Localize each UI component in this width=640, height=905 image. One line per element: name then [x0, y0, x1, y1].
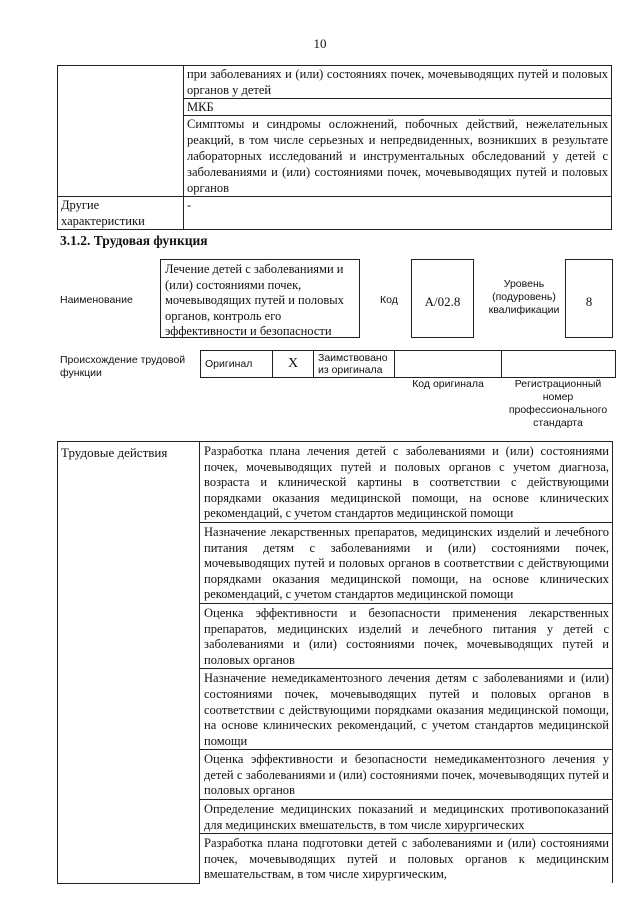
level-label: Уровень (подуровень) квалификации: [488, 278, 560, 316]
function-name-box: Лечение детей с заболеваниями и (или) состояниями почек, мочевыводящих путей и половых органов, контроль его эффективности и безопасности: [160, 259, 360, 338]
table-row: [58, 442, 613, 523]
code-label: Код: [380, 294, 398, 306]
code-original-caption: Код оригинала: [412, 378, 484, 390]
table-cell: Симптомы и синдромы осложнений, побочных действий, нежелательных реакций, в том числе серьезных и непредвиденных, возникших в результате лабораторных исследований и инструментальных обследований у детей с заболеваниями и (или) состояниями почек, мочевыводящих путей и половых органов: [184, 116, 612, 197]
table-cell: при заболеваниях и (или) состояниях почек, мочевыводящих путей и половых органов у детей: [184, 66, 612, 99]
table-row: [58, 197, 612, 230]
registration-number-cell: [502, 351, 616, 378]
labor-action-item: Назначение лекарственных препаратов, медицинских изделий и лечебного питания детям с заболеваниями и (или) состояниями почек, мочевыводящих путей и половых органов в соответствии с действующими порядками оказания медицинской помощи, на основе клинических рекомендаций, с учетом стандартов медицинской помощи: [200, 522, 613, 603]
labor-action-item: Разработка плана лечения детей с заболеваниями и (или) состояниями почек, мочевыводящих путей и половых органов с учетом диагноза, возраста и клинической картины в соответствии с действующими порядками оказания медицинской помощи, на основе клинических рекомендаций, с учетом стандартов медицинской помощи: [200, 442, 613, 523]
table-cell: МКБ: [184, 99, 612, 116]
other-characteristics-value: -: [184, 197, 612, 230]
labor-action-item: Определение медицинских показаний и медицинских противопоказаний для медицинских вмешательств, в том числе хирургических: [200, 800, 613, 834]
continuation-table: [57, 65, 612, 230]
labor-action-item: Разработка плана подготовки детей с заболеваниями и (или) состояниями почек, мочевыводящих путей и половых органов к медицинским вмешательствам, в том числе хирургическим,: [200, 834, 613, 883]
empty-label-cell: [58, 66, 184, 197]
labor-actions-table: [57, 441, 613, 884]
table-row: [201, 351, 616, 378]
function-code-box: A/02.8: [411, 259, 474, 338]
origin-table: [200, 350, 616, 378]
original-mark: X: [273, 351, 314, 378]
other-characteristics-label: Другие характеристики: [58, 197, 184, 230]
section-title: 3.1.2. Трудовая функция: [60, 233, 208, 248]
name-label: Наименование: [60, 294, 133, 306]
qualification-level-box: 8: [565, 259, 613, 338]
table-row: [58, 66, 612, 99]
original-label: Оригинал: [201, 351, 273, 378]
reg-number-caption: Регистрационный номер профессионального стандарта: [508, 378, 608, 429]
origin-label: Происхождение трудовой функции: [60, 354, 186, 379]
original-code-cell: [395, 351, 502, 378]
labor-actions-label: Трудовые действия: [58, 442, 200, 884]
borrowed-label: Заимствовано из оригинала: [314, 351, 395, 378]
labor-action-item: Оценка эффективности и безопасности применения лекарственных препаратов, медицинских изделий и лечебного питания у детей с заболеваниями и (или) состояниями почек, мочевыводящих путей и половых органов: [200, 603, 613, 668]
labor-action-item: Назначение немедикаментозного лечения детям с заболеваниями и (или) состояниями почек, мочевыводящих путей и половых органов в соответствии с действующими порядками оказания медицинской помощи, на основе клинических рекомендаций, с учетом стандартов медицинской помощи: [200, 669, 613, 750]
page-number: 10: [313, 36, 327, 51]
labor-action-item: Оценка эффективности и безопасности немедикаментозного лечения у детей с заболеваниями и (или) состояниями почек, мочевыводящих путей и половых органов: [200, 750, 613, 800]
